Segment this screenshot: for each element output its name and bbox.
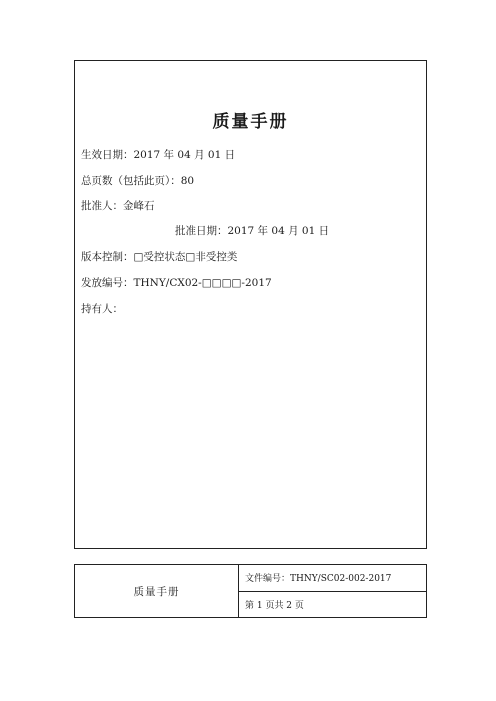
approval-date: 批准日期：2017 年 04 月 01 日 <box>175 225 330 237</box>
document-title: 质量手册 <box>212 112 289 132</box>
document-frame <box>74 60 427 549</box>
footer-info <box>239 565 426 617</box>
version-control: 版本控制：□受控状态□非受控类 <box>81 251 238 263</box>
holder: 持有人： <box>81 303 123 315</box>
footer-manual-name: 质量手册 <box>75 565 239 617</box>
issue-number: 发放编号：THNY/CX02-□□□□-2017 <box>81 277 272 289</box>
effective-date: 生效日期：2017 年 04 月 01 日 <box>81 149 236 161</box>
approver: 批准人：金峰石 <box>81 200 155 212</box>
footer-page-info: 第 1 页共 2 页 <box>245 600 304 611</box>
footer-table <box>74 564 427 618</box>
total-pages: 总页数（包括此页）：80 <box>81 175 195 187</box>
footer-file-number: 文件编号：THNY/SC02-002-2017 <box>239 565 426 592</box>
